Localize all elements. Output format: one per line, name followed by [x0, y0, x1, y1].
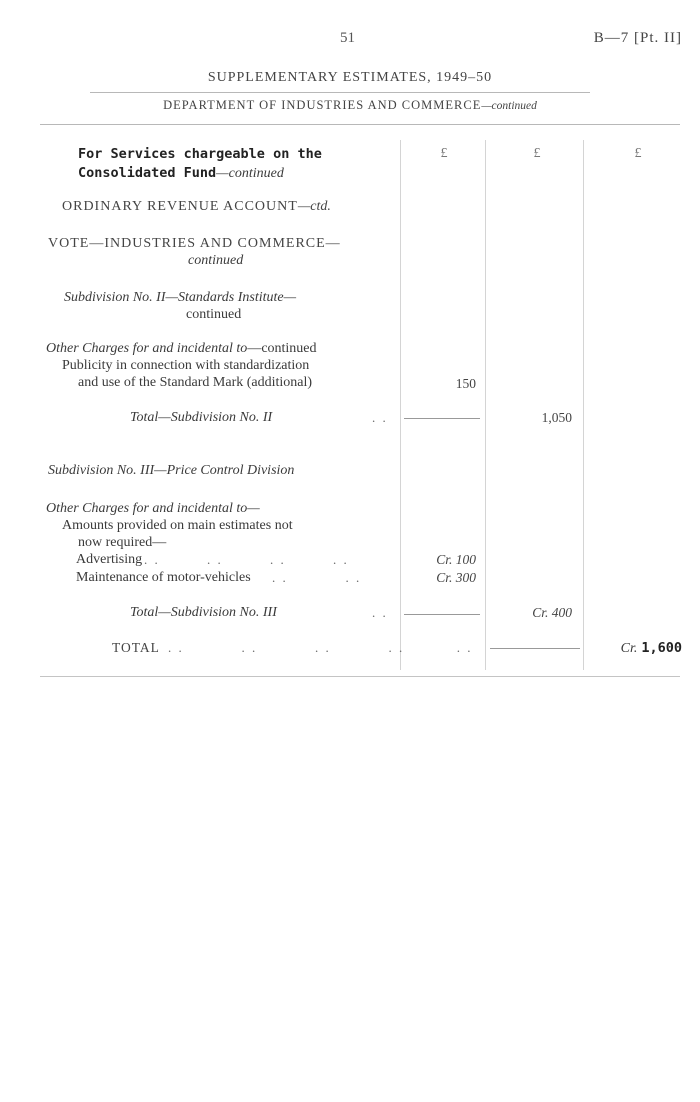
department-name: DEPARTMENT OF INDUSTRIES AND COMMERCE — [163, 98, 482, 112]
maintenance-amount: Cr. 300 — [436, 570, 476, 585]
total-subdivision-2-amount: 1,050 — [541, 410, 572, 425]
page-number: 51 — [340, 30, 355, 46]
publicity-line1: Publicity in connection with standardization — [62, 358, 310, 373]
services-heading-line2 — [78, 164, 284, 182]
grand-total-leader: . . . . . . . . . . — [168, 640, 473, 655]
account-heading — [62, 199, 331, 215]
other-charges-3: Other Charges for and incidental to— — [46, 501, 260, 516]
services-continued: —continued — [216, 166, 284, 181]
subdivision-2-heading: Subdivision No. II—Standards Institute— — [64, 290, 297, 305]
currency-header-3: £ — [634, 146, 642, 161]
other-charges-2 — [46, 341, 317, 357]
amounts-provided-line2: now required— — [78, 535, 167, 550]
department-continued: —continued — [481, 100, 537, 112]
total-2-leader: . . — [372, 410, 388, 425]
total-subdivision-3-label: Total—Subdivision No. III — [130, 605, 277, 620]
total-3-leader: . . — [372, 605, 388, 620]
consolidated-fund: Consolidated Fund — [78, 165, 217, 181]
publicity-amount: 150 — [455, 376, 476, 391]
currency-header-1: £ — [440, 146, 448, 161]
footer-rule — [40, 676, 680, 677]
total-subdivision-2-label: Total—Subdivision No. II — [130, 410, 273, 425]
advertising-amount: Cr. 100 — [436, 552, 476, 567]
publicity-line2: and use of the Standard Mark (additional) — [78, 375, 313, 390]
advertising-label: Advertising — [76, 552, 143, 567]
total-2-rule — [404, 418, 480, 419]
subdivision-2-continued: continued — [186, 307, 242, 322]
maintenance-leader: . . . . — [272, 570, 362, 585]
total-subdivision-3-amount: Cr. 400 — [532, 605, 572, 620]
grand-total-amount — [621, 639, 682, 657]
document-title: SUPPLEMENTARY ESTIMATES, 1949–50 — [207, 70, 493, 85]
column-divider-3 — [583, 140, 584, 670]
vote-heading-line2: continued — [188, 253, 244, 268]
vote-heading-line1: VOTE—INDUSTRIES AND COMMERCE— — [48, 236, 341, 251]
subdivision-3-heading: Subdivision No. III—Price Control Division — [48, 463, 295, 478]
other-charges-2-label: Other Charges for and incidental to — [46, 341, 248, 356]
total-3-rule — [404, 614, 480, 615]
header-rule — [40, 124, 680, 125]
other-charges-2-continued: —continued — [247, 341, 317, 356]
account-continued: —ctd. — [297, 199, 331, 214]
column-divider-1 — [400, 140, 401, 670]
title-rule — [90, 92, 590, 93]
column-divider-2 — [485, 140, 486, 670]
currency-header-2: £ — [533, 146, 541, 161]
page-reference: B—7 [Pt. II] — [593, 30, 682, 46]
grand-total-label: TOTAL — [112, 640, 160, 655]
amounts-provided-line1: Amounts provided on main estimates not — [62, 518, 293, 533]
grand-total-rule — [490, 648, 580, 649]
grand-total-value: 1,600 — [641, 640, 682, 656]
advertising-leader: . . . . . . . . — [144, 552, 349, 567]
grand-total-prefix: Cr. — [620, 641, 638, 656]
account-name: ORDINARY REVENUE ACCOUNT — [62, 199, 298, 214]
department-heading — [0, 98, 700, 113]
maintenance-label: Maintenance of motor-vehicles — [76, 570, 251, 585]
services-heading-line1: For Services chargeable on the — [78, 146, 322, 162]
